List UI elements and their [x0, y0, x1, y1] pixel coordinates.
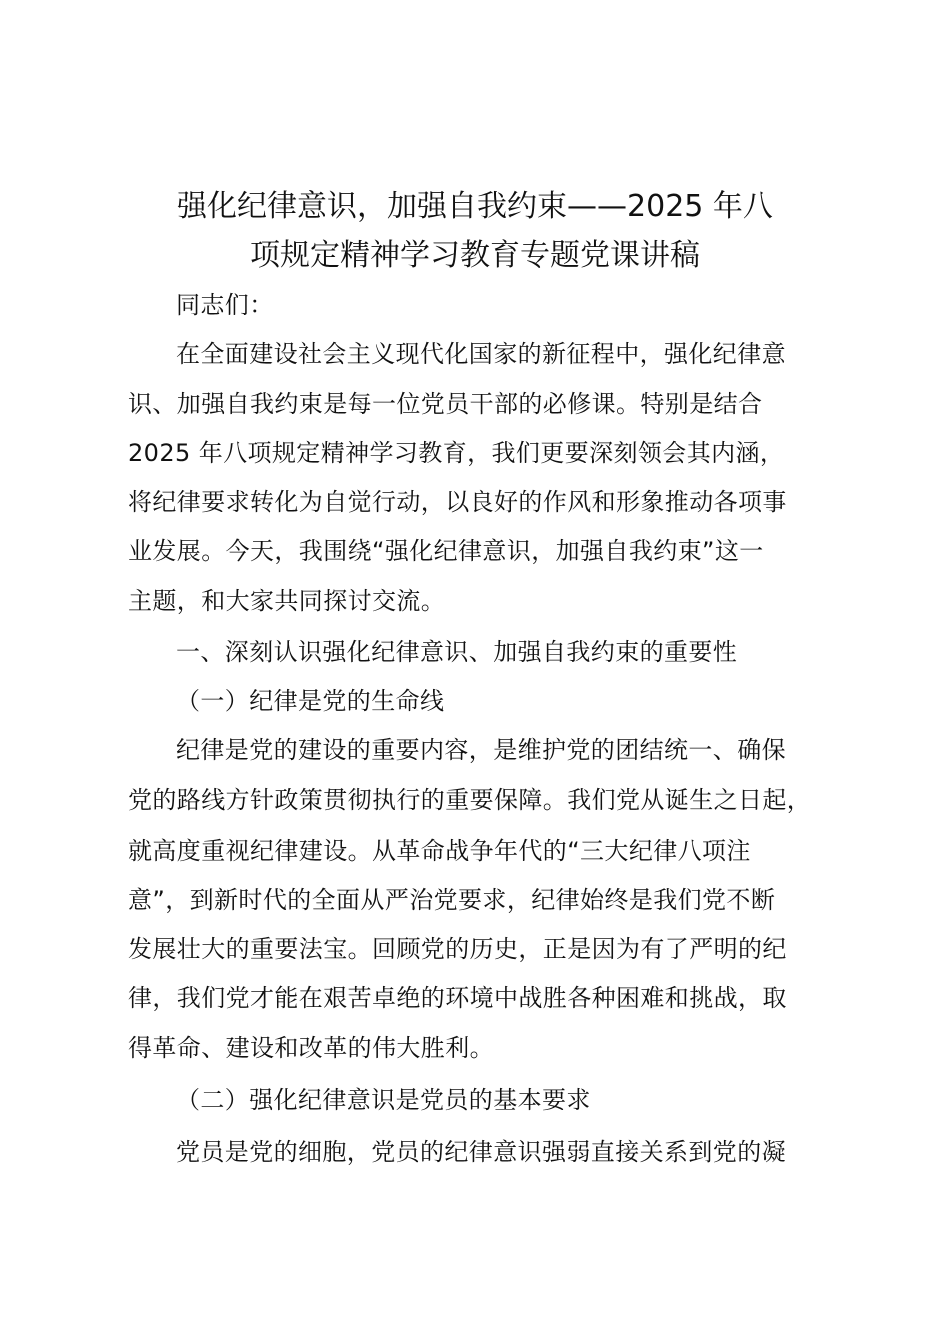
paragraph-line: 得革命、建设和改革的伟大胜利。 [128, 1034, 494, 1062]
paragraph-line: 2025 年八项规定精神学习教育，我们更要深刻领会其内涵， [128, 439, 785, 467]
paragraph-line: 主题，和大家共同探讨交流。 [128, 587, 446, 615]
paragraph-line: 将纪律要求转化为自觉行动，以良好的作风和形象推动各项事 [128, 488, 787, 516]
paragraph-line: 党员是党的细胞，党员的纪律意识强弱直接关系到党的凝 [176, 1138, 786, 1166]
subsection-heading: （二）强化纪律意识是党员的基本要求 [176, 1086, 591, 1114]
title-line-2: 项规定精神学习教育专题党课讲稿 [250, 238, 700, 273]
paragraph-line: 在全面建设社会主义现代化国家的新征程中，强化纪律意 [176, 340, 786, 368]
paragraph-line: 党的路线方针政策贯彻执行的重要保障。我们党从诞生之日起， [128, 786, 812, 814]
subsection-heading: （一）纪律是党的生命线 [176, 687, 445, 715]
title-line-1: 强化纪律意识，加强自我约束——2025 年八 [177, 189, 773, 224]
paragraph-line: 律，我们党才能在艰苦卓绝的环境中战胜各种困难和挑战，取 [128, 984, 787, 1012]
paragraph-line: 意”，到新时代的全面从严治党要求，纪律始终是我们党不断 [128, 886, 776, 914]
section-heading: 一、深刻认识强化纪律意识、加强自我约束的重要性 [176, 638, 738, 666]
paragraph-line: 纪律是党的建设的重要内容，是维护党的团结统一、确保 [176, 736, 786, 764]
paragraph-line: 业发展。今天，我围绕“强化纪律意识，加强自我约束”这一 [128, 537, 764, 565]
salutation: 同志们： [176, 291, 274, 319]
paragraph-line: 识、加强自我约束是每一位党员干部的必修课。特别是结合 [128, 390, 763, 418]
paragraph-line: 就高度重视纪律建设。从革命战争年代的“三大纪律八项注 [128, 837, 751, 865]
paragraph-line: 发展壮大的重要法宝。回顾党的历史，正是因为有了严明的纪 [128, 935, 787, 963]
